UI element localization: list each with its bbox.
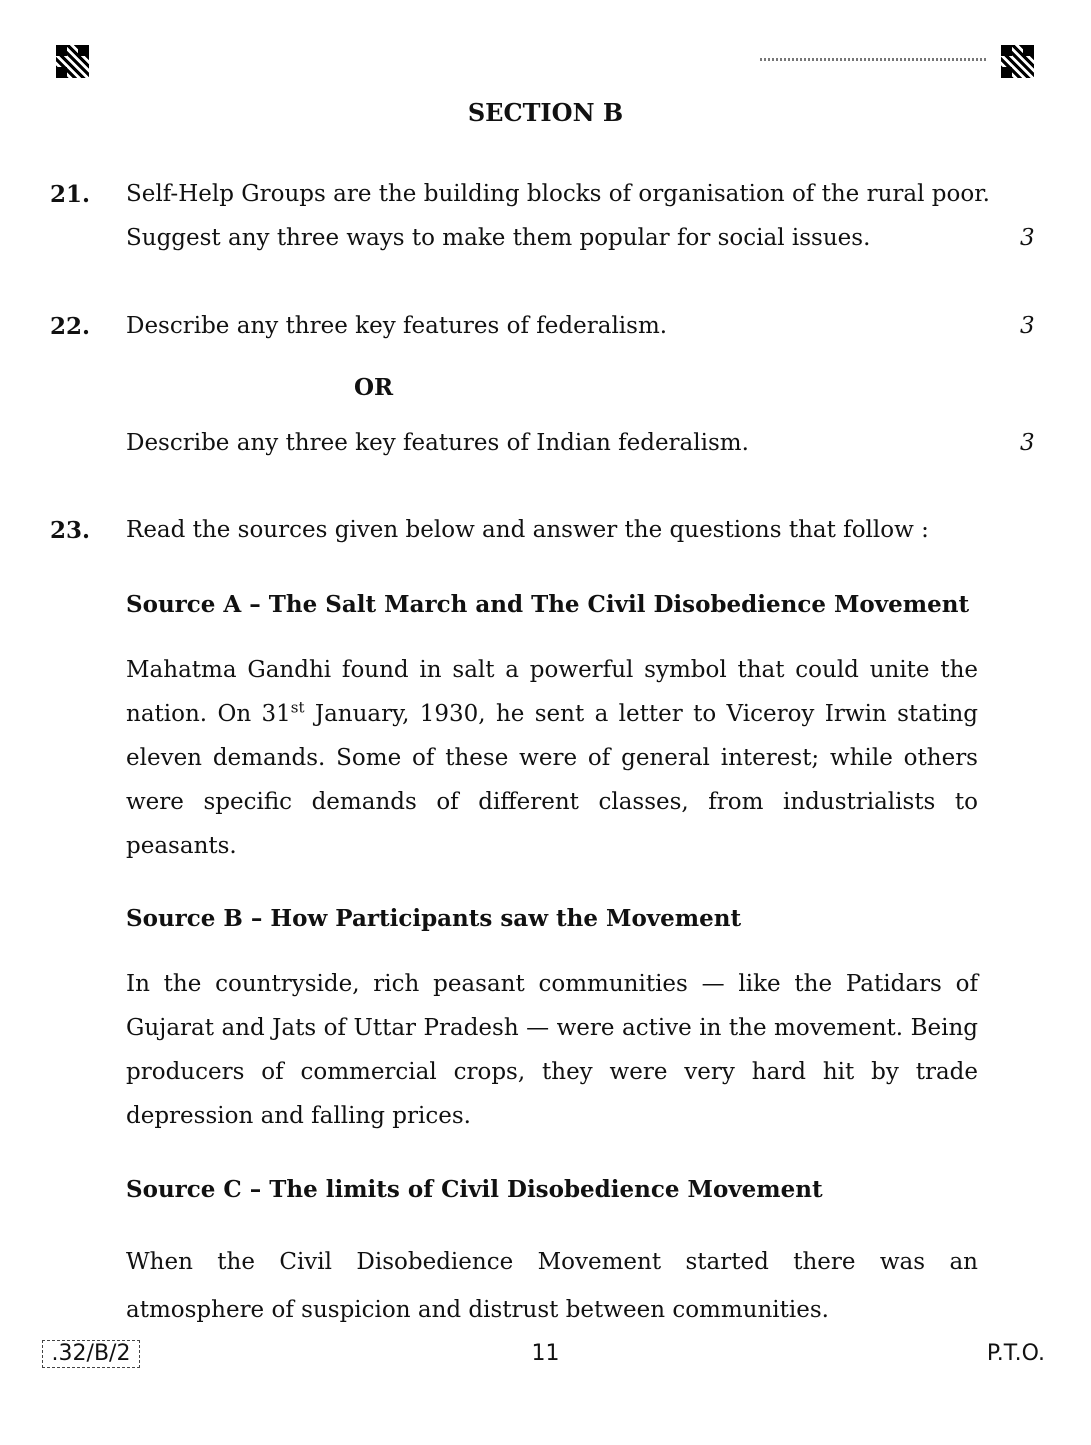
source-c-text: When the Civil Disobedience Movement started there was an atmosphere of suspicion and distrust between communities.: [126, 1249, 978, 1323]
question-21-line-1: Self-Help Groups are the building blocks of organisation of the rural poor.: [126, 181, 990, 207]
source-c-title: Source C – The limits of Civil Disobedience Movement: [126, 1176, 823, 1203]
paper-code: .32/B/2: [42, 1340, 140, 1368]
pto-label: P.T.O.: [986, 1341, 1045, 1366]
question-21-marks: 3: [1020, 225, 1035, 251]
qr-code-right-icon: [1001, 45, 1034, 78]
question-21-number: 21.: [50, 181, 91, 208]
question-22-marks: 3: [1020, 313, 1035, 339]
question-21-line-2: Suggest any three ways to make them popular for social issues.: [126, 225, 871, 251]
source-a-title: Source A – The Salt March and The Civil Disobedience Movement: [126, 591, 970, 618]
question-23-intro: Read the sources given below and answer the questions that follow :: [126, 517, 929, 543]
source-b-title: Source B – How Participants saw the Movement: [126, 905, 742, 932]
question-22-number: 22.: [50, 313, 91, 340]
or-label: OR: [354, 374, 394, 401]
section-title: SECTION B: [467, 98, 624, 127]
source-a-text: Mahatma Gandhi found in salt a powerful symbol that could unite the nation. On 31st January, 1930, he sent a letter to Viceroy Irwin stating eleven demands. Some of these were of general interest; while others were specific demands of different classes, from industrialists to peasants.: [126, 657, 978, 859]
microtext-line: [760, 58, 988, 61]
source-b-text: In the countryside, rich peasant communities — like the Patidars of Gujarat and Jats of Uttar Pradesh — were active in the movement. Being producers of commercial crops, they were very hard hit by trade depression and falling prices.: [126, 971, 978, 1129]
question-22-alt-text: Describe any three key features of Indian federalism.: [126, 430, 749, 456]
page-number: 11: [531, 1341, 560, 1366]
qr-code-left-icon: [56, 45, 89, 78]
question-22-text: Describe any three key features of federalism.: [126, 313, 668, 339]
question-23-number: 23.: [50, 517, 91, 544]
question-22-alt-marks: 3: [1020, 430, 1035, 456]
